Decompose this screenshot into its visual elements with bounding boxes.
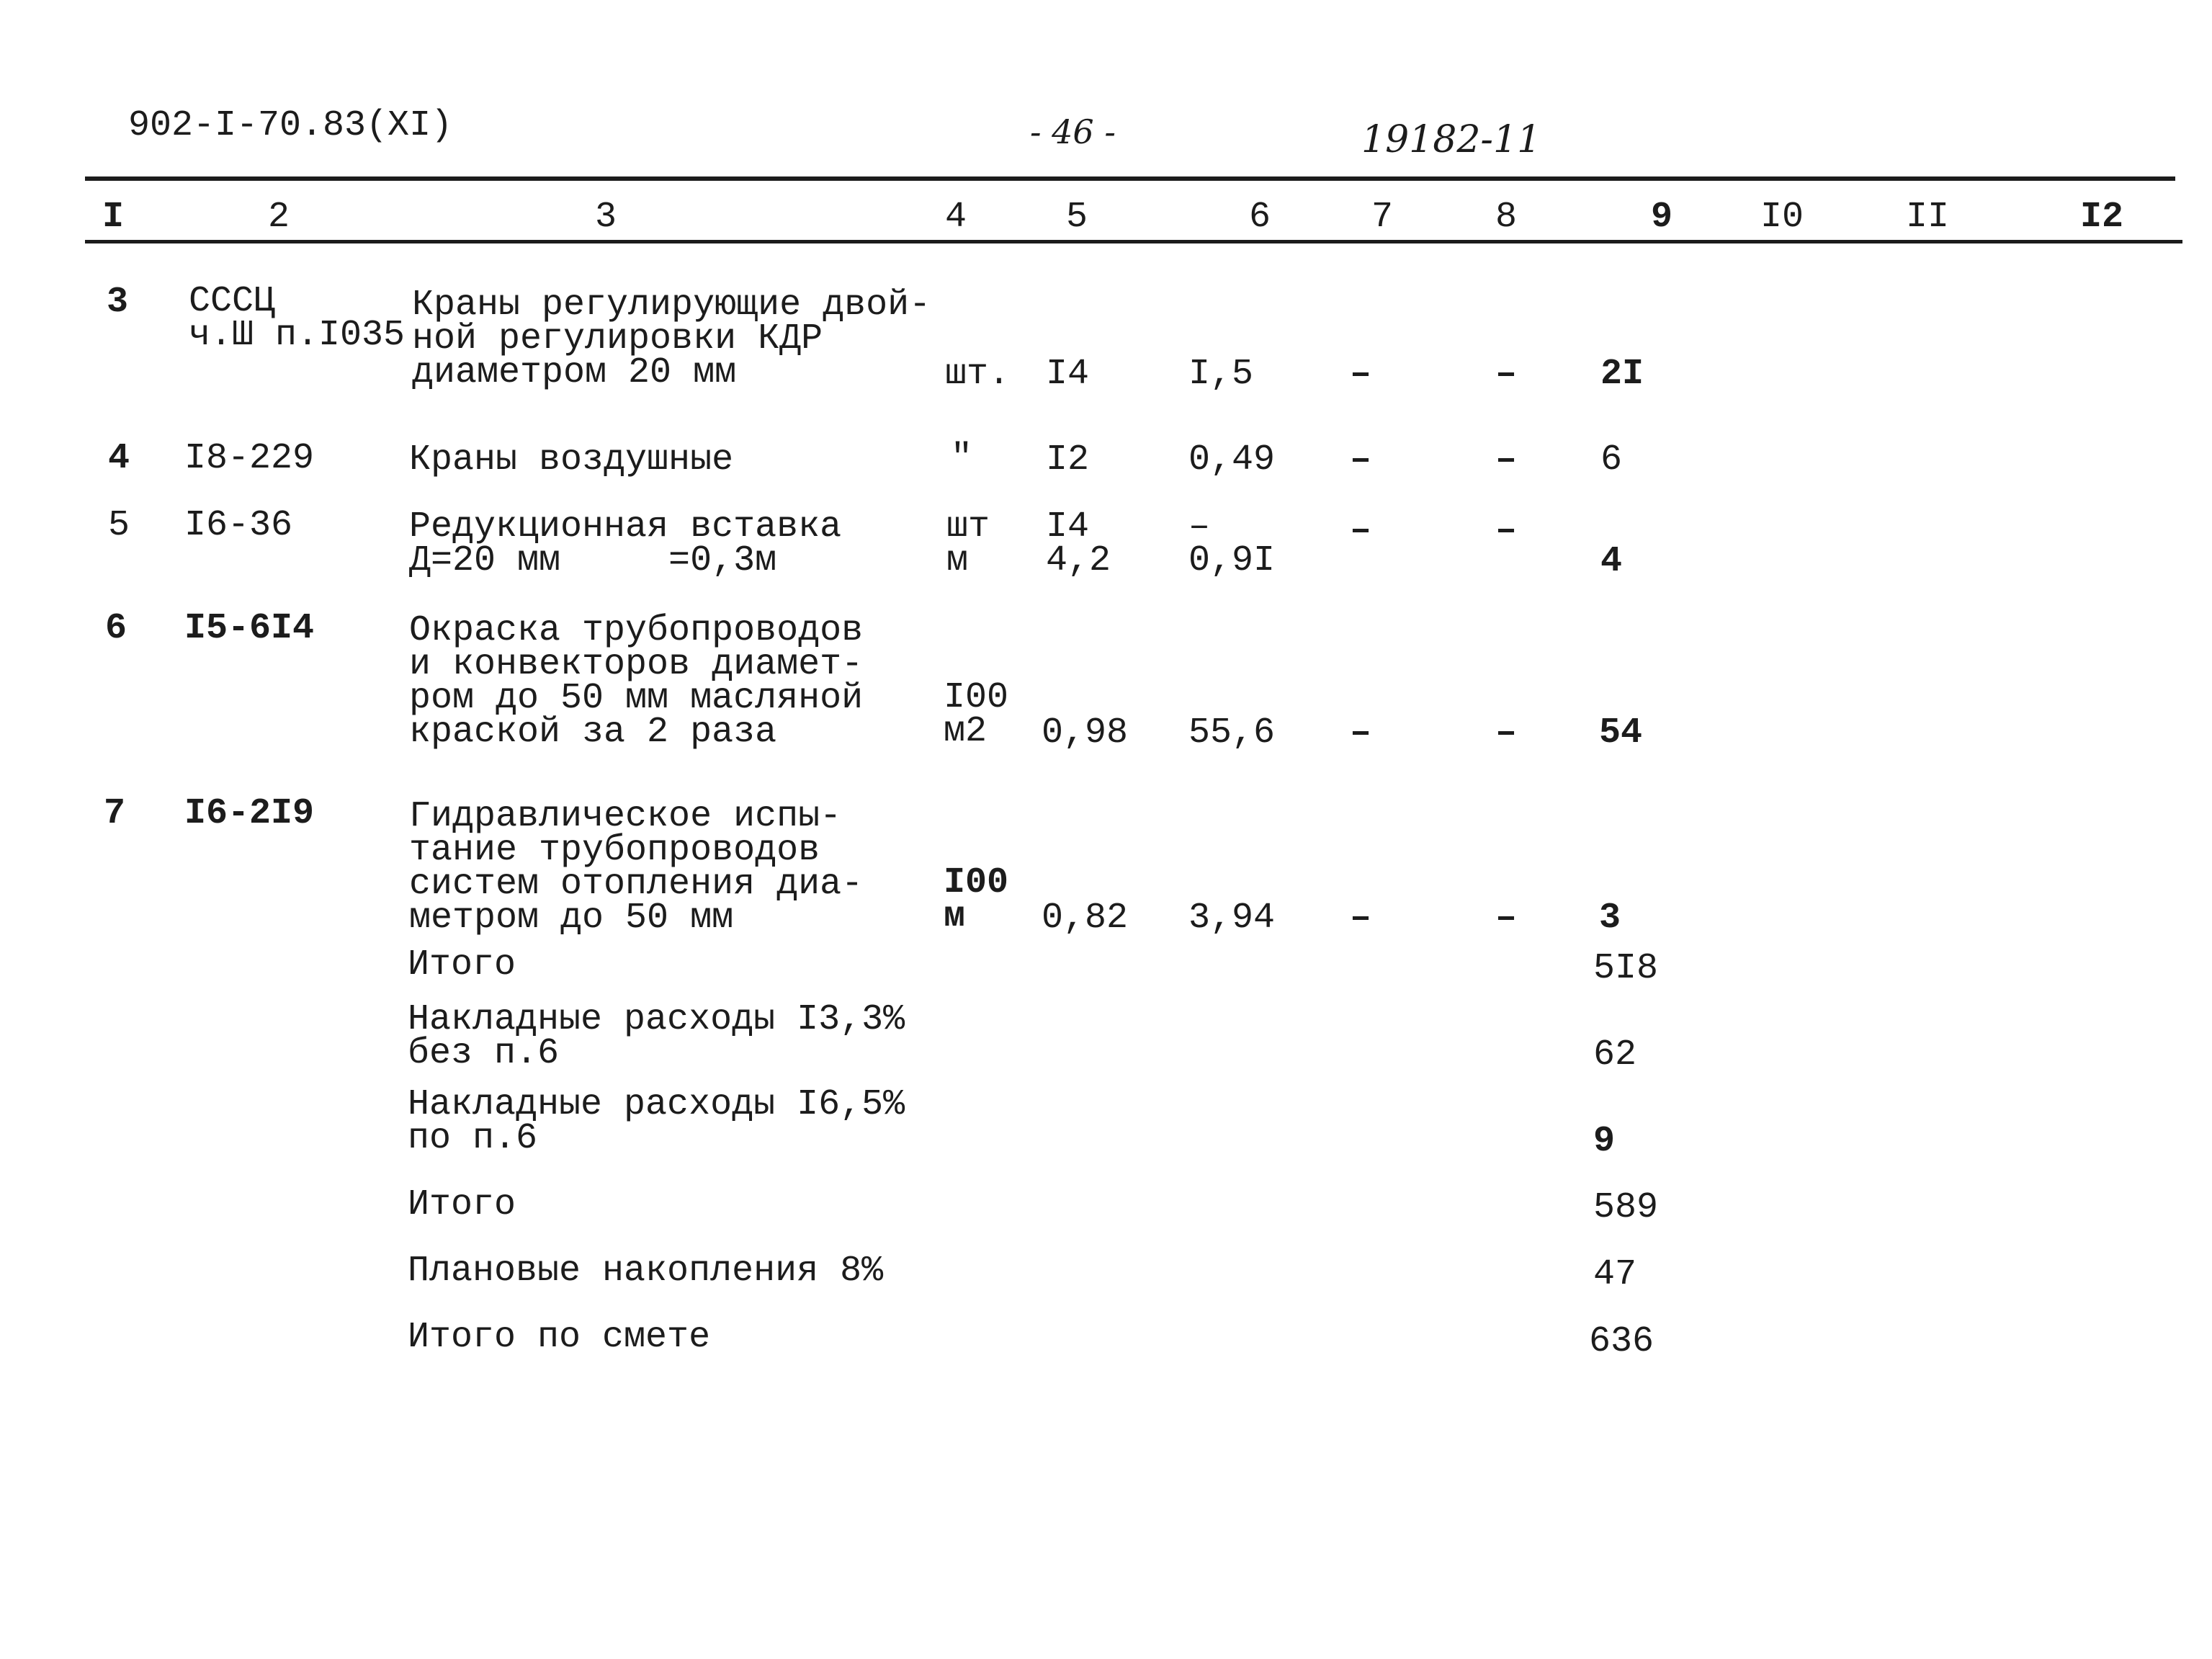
row-description: Гидравлическое испы- тание трубопроводов систем отопления диа- метром до 50 мм — [409, 796, 864, 939]
total-value: 636 — [1589, 1321, 1654, 1362]
row-col8: – — [1495, 898, 1518, 939]
row-number: 6 — [105, 608, 127, 649]
row-unit-price: I,5 — [1188, 354, 1254, 395]
handwritten-reference: 19182-11 — [1361, 118, 1541, 161]
column-header: 3 — [595, 197, 617, 238]
page-number: - 46 - — [1030, 112, 1116, 151]
row-quantity: 0,98 — [1042, 712, 1129, 754]
column-header: I — [102, 197, 125, 238]
row-quantity: I4 — [1046, 354, 1090, 395]
row-total: 4 — [1600, 541, 1623, 582]
total-value: 62 — [1593, 1034, 1637, 1076]
row-unit-price: 55,6 — [1188, 712, 1276, 754]
row-code: I6-2I9 — [184, 793, 315, 834]
row-total: 6 — [1600, 439, 1623, 480]
column-header: 2 — [268, 197, 290, 238]
total-label: Накладные расходы I6,5% по п.6 — [408, 1084, 905, 1159]
row-unit: I00 м2 — [944, 677, 1009, 752]
row-unit: " — [951, 438, 973, 479]
row-code: I5-6I4 — [184, 608, 315, 649]
row-total: 3 — [1599, 898, 1621, 939]
row-number: 3 — [107, 282, 129, 323]
row-quantity: I4 4,2 — [1046, 506, 1111, 581]
column-header: 7 — [1371, 197, 1394, 238]
total-label: Итого по смете — [408, 1317, 711, 1358]
row-col8: – — [1495, 712, 1518, 754]
total-value: 5I8 — [1593, 948, 1659, 989]
row-code: I8-229 — [184, 438, 315, 479]
row-unit: шт. — [945, 354, 1011, 395]
header-bottom-rule — [85, 240, 2182, 243]
row-col8: – — [1495, 510, 1518, 551]
row-total: 54 — [1599, 712, 1643, 754]
row-unit-price: – 0,9I — [1188, 506, 1276, 581]
column-header: 8 — [1495, 197, 1518, 238]
row-unit-price: 3,94 — [1188, 898, 1276, 939]
row-number: 4 — [108, 438, 130, 479]
row-col7: – — [1350, 439, 1372, 480]
row-description: Окраска трубопроводов и конвекторов диамет- ром до 50 мм масляной краской за 2 раза — [409, 610, 864, 753]
row-unit: шт м — [946, 506, 990, 581]
total-label: Итого — [408, 1184, 516, 1225]
row-number: 7 — [104, 793, 126, 834]
total-label: Плановые накопления 8% — [408, 1251, 884, 1292]
total-value: 589 — [1593, 1187, 1659, 1228]
row-col8: – — [1495, 439, 1518, 480]
column-header: 4 — [945, 197, 967, 238]
total-label: Итого — [408, 944, 516, 985]
row-col7: – — [1350, 510, 1372, 551]
total-value: 9 — [1593, 1121, 1616, 1162]
row-number: 5 — [108, 505, 130, 546]
column-header: 5 — [1066, 197, 1088, 238]
row-total: 2I — [1600, 354, 1644, 395]
row-col7: – — [1350, 712, 1372, 754]
document-code: 902-I-70.83(XI) — [128, 105, 453, 146]
column-header: II — [1906, 197, 1950, 238]
column-header: I0 — [1760, 197, 1804, 238]
column-header: I2 — [2080, 197, 2124, 238]
row-col7: – — [1350, 898, 1372, 939]
row-unit: I00 м — [944, 862, 1009, 937]
header-top-rule — [85, 176, 2175, 181]
row-description: Краны воздушные — [409, 439, 734, 480]
row-description: Краны регулирующие двой- ной регулировки КДР диаметром 20 мм — [412, 285, 931, 393]
total-value: 47 — [1593, 1254, 1637, 1295]
total-label: Накладные расходы I3,3% без п.6 — [408, 999, 905, 1074]
row-code: СССЦ ч.Ш п.I035 — [189, 281, 406, 356]
row-unit-price: 0,49 — [1188, 439, 1276, 480]
row-col8: – — [1495, 354, 1518, 395]
column-header: 6 — [1249, 197, 1271, 238]
row-col7: – — [1350, 354, 1372, 395]
row-quantity: 0,82 — [1042, 898, 1129, 939]
row-description: Редукционная вставка Д=20 мм =0,3м — [409, 506, 842, 581]
row-code: I6-36 — [184, 505, 293, 546]
column-header: 9 — [1651, 197, 1673, 238]
row-quantity: I2 — [1046, 439, 1090, 480]
